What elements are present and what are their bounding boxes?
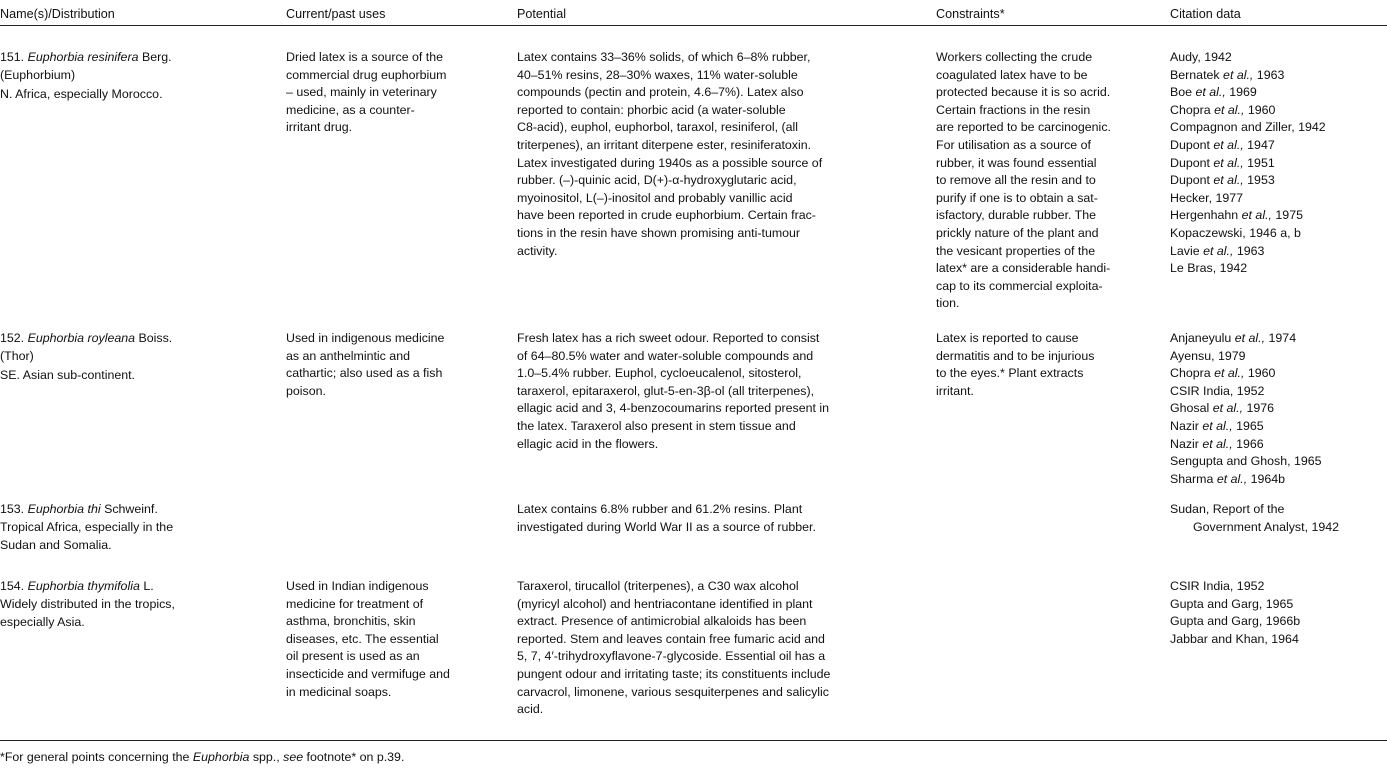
potential-line: triterpenes), an irritant diterpene ester, resiniferatoxin. <box>517 137 812 152</box>
citation-et-al: et al., <box>1212 401 1244 416</box>
distribution-line: Tropical Africa, especially in the <box>0 520 174 535</box>
constraints-line: to the eyes.* Plant extracts <box>936 366 1084 381</box>
entry-number: 152. <box>0 331 25 345</box>
citation-item <box>1170 207 1387 225</box>
constraints-line: cap to its commercial exploita- <box>936 278 1103 293</box>
citation-year: 1960 <box>1244 102 1276 117</box>
species-name-line <box>0 49 270 67</box>
header-constraints: Constraints* <box>936 7 1005 21</box>
citation-et-al: et al., <box>1214 102 1245 117</box>
citation-author: Nazir <box>1170 418 1203 433</box>
constraints-line: tion. <box>936 296 960 311</box>
citation-year: 1965 <box>1232 418 1264 433</box>
potential-line: reported to contain: phorbic acid (a water-soluble <box>517 102 786 117</box>
citation-author: Boe <box>1170 85 1196 100</box>
uses-line: as an anthelmintic and <box>286 348 410 363</box>
citation-et-al: et al., <box>1203 243 1234 258</box>
species-authority: Boiss. <box>138 331 173 345</box>
potential-line: Fresh latex has a rich sweet odour. Reported to consist <box>517 331 820 345</box>
citation-author: Gupta and Garg, 1965 <box>1170 596 1294 611</box>
constraints-line: to remove all the resin and to <box>936 173 1096 188</box>
species-name-cell <box>0 578 270 632</box>
citation-year: 1964b <box>1247 471 1286 486</box>
citation-year: 1975 <box>1271 208 1303 223</box>
potential-line: extract. Presence of antimicrobial alkaloids has been <box>517 614 807 629</box>
species-name-line <box>0 330 270 348</box>
citation-item <box>1170 190 1387 208</box>
citation-author: Le Bras, 1942 <box>1170 261 1248 276</box>
entry-number: 153. <box>0 502 25 516</box>
constraints-line: Workers collecting the crude <box>936 50 1093 64</box>
species-authority: Schweinf. <box>104 502 158 516</box>
constraints-line: irritant. <box>936 383 974 398</box>
species-name-line <box>0 578 270 596</box>
uses-line: oil present is used as an <box>286 649 420 664</box>
citation-item <box>1170 137 1387 155</box>
species-binomial: Euphorbia resinifera <box>27 50 139 64</box>
species-binomial: Euphorbia thymifolia <box>27 579 140 593</box>
citation-author: Audy, 1942 <box>1170 50 1232 64</box>
uses-line: irritant drug. <box>286 120 353 135</box>
citation-item <box>1170 102 1387 120</box>
citation-author: Dupont <box>1170 155 1214 170</box>
citation-et-al: et al., <box>1223 67 1254 82</box>
citation-item <box>1170 155 1387 173</box>
potential-line: (myricyl alcohol) and hentriacontane identified in plant <box>517 596 813 611</box>
potential-line: investigated during World War II as a source of rubber. <box>517 519 816 534</box>
citation-item <box>1170 348 1387 366</box>
constraints-line: prickly nature of the plant and <box>936 225 1099 240</box>
potential-line: acid. <box>517 702 544 717</box>
uses-cell <box>286 578 511 701</box>
potential-line: Taraxerol, tirucallol (triterpenes), a C30 wax alcohol <box>517 579 799 593</box>
uses-line: Used in indigenous medicine <box>286 331 445 345</box>
uses-line: in medicinal soaps. <box>286 684 392 699</box>
potential-line: 40–51% resins, 28–30% waxes, 11% water-soluble <box>517 67 798 82</box>
header-name-distribution: Name(s)/Distribution <box>0 7 115 21</box>
constraints-line: Latex is reported to cause <box>936 331 1079 345</box>
constraints-cell <box>936 49 1161 313</box>
citation-item <box>1170 365 1387 383</box>
constraints-line: isfactory, durable rubber. The <box>936 208 1097 223</box>
constraints-line: For utilisation as a source of <box>936 137 1091 152</box>
uses-line: commercial drug euphorbium <box>286 67 447 82</box>
citation-item <box>1170 436 1387 454</box>
table-bottom-rule <box>0 740 1387 741</box>
citation-item <box>1170 225 1387 243</box>
citation-author: Government Analyst, 1942 <box>1193 519 1340 534</box>
footnote-text-mid: spp., <box>249 750 284 764</box>
header-current-past-uses: Current/past uses <box>286 7 386 21</box>
constraints-line: are reported to be carcinogenic. <box>936 120 1111 135</box>
citation-author: Hecker, 1977 <box>1170 190 1244 205</box>
uses-line: cathartic; also used as a fish <box>286 366 443 381</box>
citation-item <box>1170 243 1387 261</box>
constraints-line: protected because it is so acrid. <box>936 85 1111 100</box>
citation-item <box>1170 453 1387 471</box>
citation-author: Dupont <box>1170 173 1214 188</box>
potential-line: Latex investigated during 1940s as a possible source of <box>517 155 823 170</box>
citation-year: 1963 <box>1253 67 1285 82</box>
constraints-cell <box>936 330 1161 400</box>
constraints-line: purify if one is to obtain a sat- <box>936 190 1098 205</box>
citation-author: Nazir <box>1170 436 1203 451</box>
citation-author: Dupont <box>1170 137 1214 152</box>
constraints-line: Certain fractions in the resin <box>936 102 1091 117</box>
citation-et-al: et al., <box>1216 471 1248 486</box>
uses-line: poison. <box>286 383 326 398</box>
species-authority: L. <box>143 579 154 593</box>
citation-author: Lavie <box>1170 243 1204 258</box>
citation-author: Sengupta and Ghosh, 1965 <box>1170 454 1322 469</box>
potential-line: Latex contains 33–36% solids, of which 6–8% rubber, <box>517 50 811 64</box>
citation-et-al: et al., <box>1202 436 1233 451</box>
uses-line: medicine, as a counter- <box>286 102 415 117</box>
citation-item <box>1170 330 1387 348</box>
distribution-line: Sudan and Somalia. <box>0 537 112 552</box>
potential-cell <box>517 578 927 719</box>
potential-cell <box>517 49 927 260</box>
citation-year: 1969 <box>1225 85 1257 100</box>
footnote-genus: Euphorbia <box>192 750 250 764</box>
citation-author: Ayensu, 1979 <box>1170 348 1246 363</box>
potential-line: taraxerol, epitaraxerol, glut-5-en-3β-ol (all triterpenes), <box>517 383 815 398</box>
citation-item <box>1170 400 1387 418</box>
citation-et-al: et al., <box>1213 137 1244 152</box>
species-name-line <box>0 501 270 519</box>
potential-line: pungent odour and irritating taste; its constituents include <box>517 666 831 681</box>
citation-item <box>1170 84 1387 102</box>
citation-author: Compagnon and Ziller, 1942 <box>1170 120 1326 135</box>
citation-year: 1953 <box>1243 173 1275 188</box>
citation-item <box>1170 519 1387 537</box>
citation-year: 1963 <box>1233 243 1265 258</box>
potential-line: ellagic acid and 3, 4-benzocoumarins reported present in <box>517 401 830 416</box>
potential-line: reported. Stem and leaves contain free fumaric acid and <box>517 631 825 646</box>
distribution-line: SE. Asian sub-continent. <box>0 367 136 382</box>
citation-item <box>1170 49 1387 67</box>
citation-author: Anjaneyulu <box>1170 331 1235 345</box>
common-name: (Thor) <box>0 349 34 364</box>
citation-et-al: et al., <box>1213 173 1244 188</box>
common-name: (Euphorbium) <box>0 68 76 83</box>
citation-item <box>1170 578 1387 596</box>
citations-cell <box>1170 49 1387 278</box>
citation-et-al: et al., <box>1234 331 1266 345</box>
citation-et-al: et al., <box>1202 418 1233 433</box>
citation-year: 1976 <box>1243 401 1275 416</box>
uses-line: diseases, etc. The essential <box>286 631 439 646</box>
potential-line: activity. <box>517 243 558 258</box>
citation-item <box>1170 596 1387 614</box>
citation-year: 1951 <box>1243 155 1275 170</box>
uses-line: insecticide and vermifuge and <box>286 666 450 681</box>
potential-cell <box>517 330 927 453</box>
constraints-line: dermatitis and to be injurious <box>936 348 1095 363</box>
citation-author: Jabbar and Khan, 1964 <box>1170 631 1299 646</box>
uses-line: – used, mainly in veterinary <box>286 85 437 100</box>
potential-line: tions in the resin have shown promising anti-tumour <box>517 225 801 240</box>
potential-line: Latex contains 6.8% rubber and 61.2% resins. Plant <box>517 502 803 516</box>
citation-author: Sharma <box>1170 471 1217 486</box>
constraints-line: rubber, it was found essential <box>936 155 1097 170</box>
potential-line: of 64–80.5% water and water-soluble compounds and <box>517 348 814 363</box>
footnote-text: *For general points concerning the <box>0 750 193 764</box>
distribution-line: especially Asia. <box>0 614 85 629</box>
constraints-line: the vesicant properties of the <box>936 243 1096 258</box>
citation-author: CSIR India, 1952 <box>1170 383 1265 398</box>
species-name-cell <box>0 49 270 104</box>
entry-number: 154. <box>0 579 25 593</box>
potential-line: C8-acid), euphol, euphorbol, taraxol, resiniferol, (all <box>517 120 798 135</box>
citation-et-al: et al., <box>1195 85 1226 100</box>
uses-line: Used in Indian indigenous <box>286 579 429 593</box>
citation-author: Hergenhahn <box>1170 208 1242 223</box>
constraints-line: latex* are a considerable handi- <box>936 261 1111 276</box>
citation-author: Bernatek <box>1170 67 1224 82</box>
citation-item <box>1170 67 1387 85</box>
potential-line: the latex. Taraxerol also present in stem tissue and <box>517 418 796 433</box>
potential-line: 1.0–5.4% rubber. Euphol, cycloeucalenol, sitosterol, <box>517 366 802 381</box>
citation-author: Chopra <box>1170 366 1215 381</box>
citation-item <box>1170 501 1387 519</box>
distribution-line: Widely distributed in the tropics, <box>0 597 175 612</box>
citation-item <box>1170 613 1387 631</box>
footnote-text-end: footnote* on p.39. <box>303 750 405 764</box>
footnote-see: see <box>283 750 304 764</box>
potential-line: compounds (pectin and protein, 4.6–7%). Latex also <box>517 85 804 100</box>
header-potential: Potential <box>517 7 567 21</box>
citation-year: 1960 <box>1244 366 1276 381</box>
uses-cell <box>286 49 511 137</box>
citation-item <box>1170 260 1387 278</box>
potential-line: 5, 7, 4′-trihydroxyflavone-7-glycoside. Essential oil has a <box>517 649 826 664</box>
citation-et-al: et al., <box>1241 208 1272 223</box>
citation-author: Chopra <box>1170 102 1215 117</box>
citation-item <box>1170 383 1387 401</box>
citation-et-al: et al., <box>1213 155 1244 170</box>
citation-item <box>1170 471 1387 489</box>
species-name-cell <box>0 330 270 385</box>
citation-year: 1947 <box>1243 137 1275 152</box>
header-citation-data: Citation data <box>1170 7 1241 21</box>
citation-item <box>1170 119 1387 137</box>
citations-cell <box>1170 578 1387 648</box>
citations-cell <box>1170 501 1387 536</box>
potential-line: have been reported in crude euphorbium. Certain frac- <box>517 208 816 223</box>
citation-author: Kopaczewski, 1946 a, b <box>1170 225 1301 240</box>
citation-year: 1966 <box>1232 436 1264 451</box>
header-rule <box>0 25 1387 26</box>
citation-author: Ghosal <box>1170 401 1213 416</box>
citation-item <box>1170 418 1387 436</box>
potential-line: carvacrol, limonene, various sesquiterpenes and salicylic <box>517 684 829 699</box>
citation-author: Sudan, Report of the <box>1170 502 1285 516</box>
species-binomial: Euphorbia royleana <box>27 331 136 345</box>
entry-number: 151. <box>0 50 25 64</box>
potential-line: rubber. (–)-quinic acid, D(+)-α-hydroxyglutaric acid, <box>517 173 797 188</box>
citation-item <box>1170 172 1387 190</box>
citation-author: CSIR India, 1952 <box>1170 579 1265 593</box>
distribution-line: N. Africa, especially Morocco. <box>0 86 163 101</box>
citation-et-al: et al., <box>1214 366 1245 381</box>
citation-author: Gupta and Garg, 1966b <box>1170 614 1301 629</box>
species-name-cell <box>0 501 270 555</box>
citations-cell <box>1170 330 1387 488</box>
uses-line: medicine for treatment of <box>286 596 424 611</box>
potential-cell <box>517 501 927 536</box>
uses-line: Dried latex is a source of the <box>286 50 444 64</box>
potential-line: ellagic acid in the flowers. <box>517 436 659 451</box>
uses-line: asthma, bronchitis, skin <box>286 614 416 629</box>
species-binomial: Euphorbia thi <box>27 502 101 516</box>
footnote <box>0 749 404 767</box>
citation-item <box>1170 631 1387 649</box>
uses-cell <box>286 330 511 400</box>
species-authority: Berg. <box>141 50 172 64</box>
constraints-line: coagulated latex have to be <box>936 67 1088 82</box>
citation-year: 1974 <box>1265 331 1297 345</box>
potential-line: myoinositol, L(–)-inositol and probably vanillic acid <box>517 190 793 205</box>
